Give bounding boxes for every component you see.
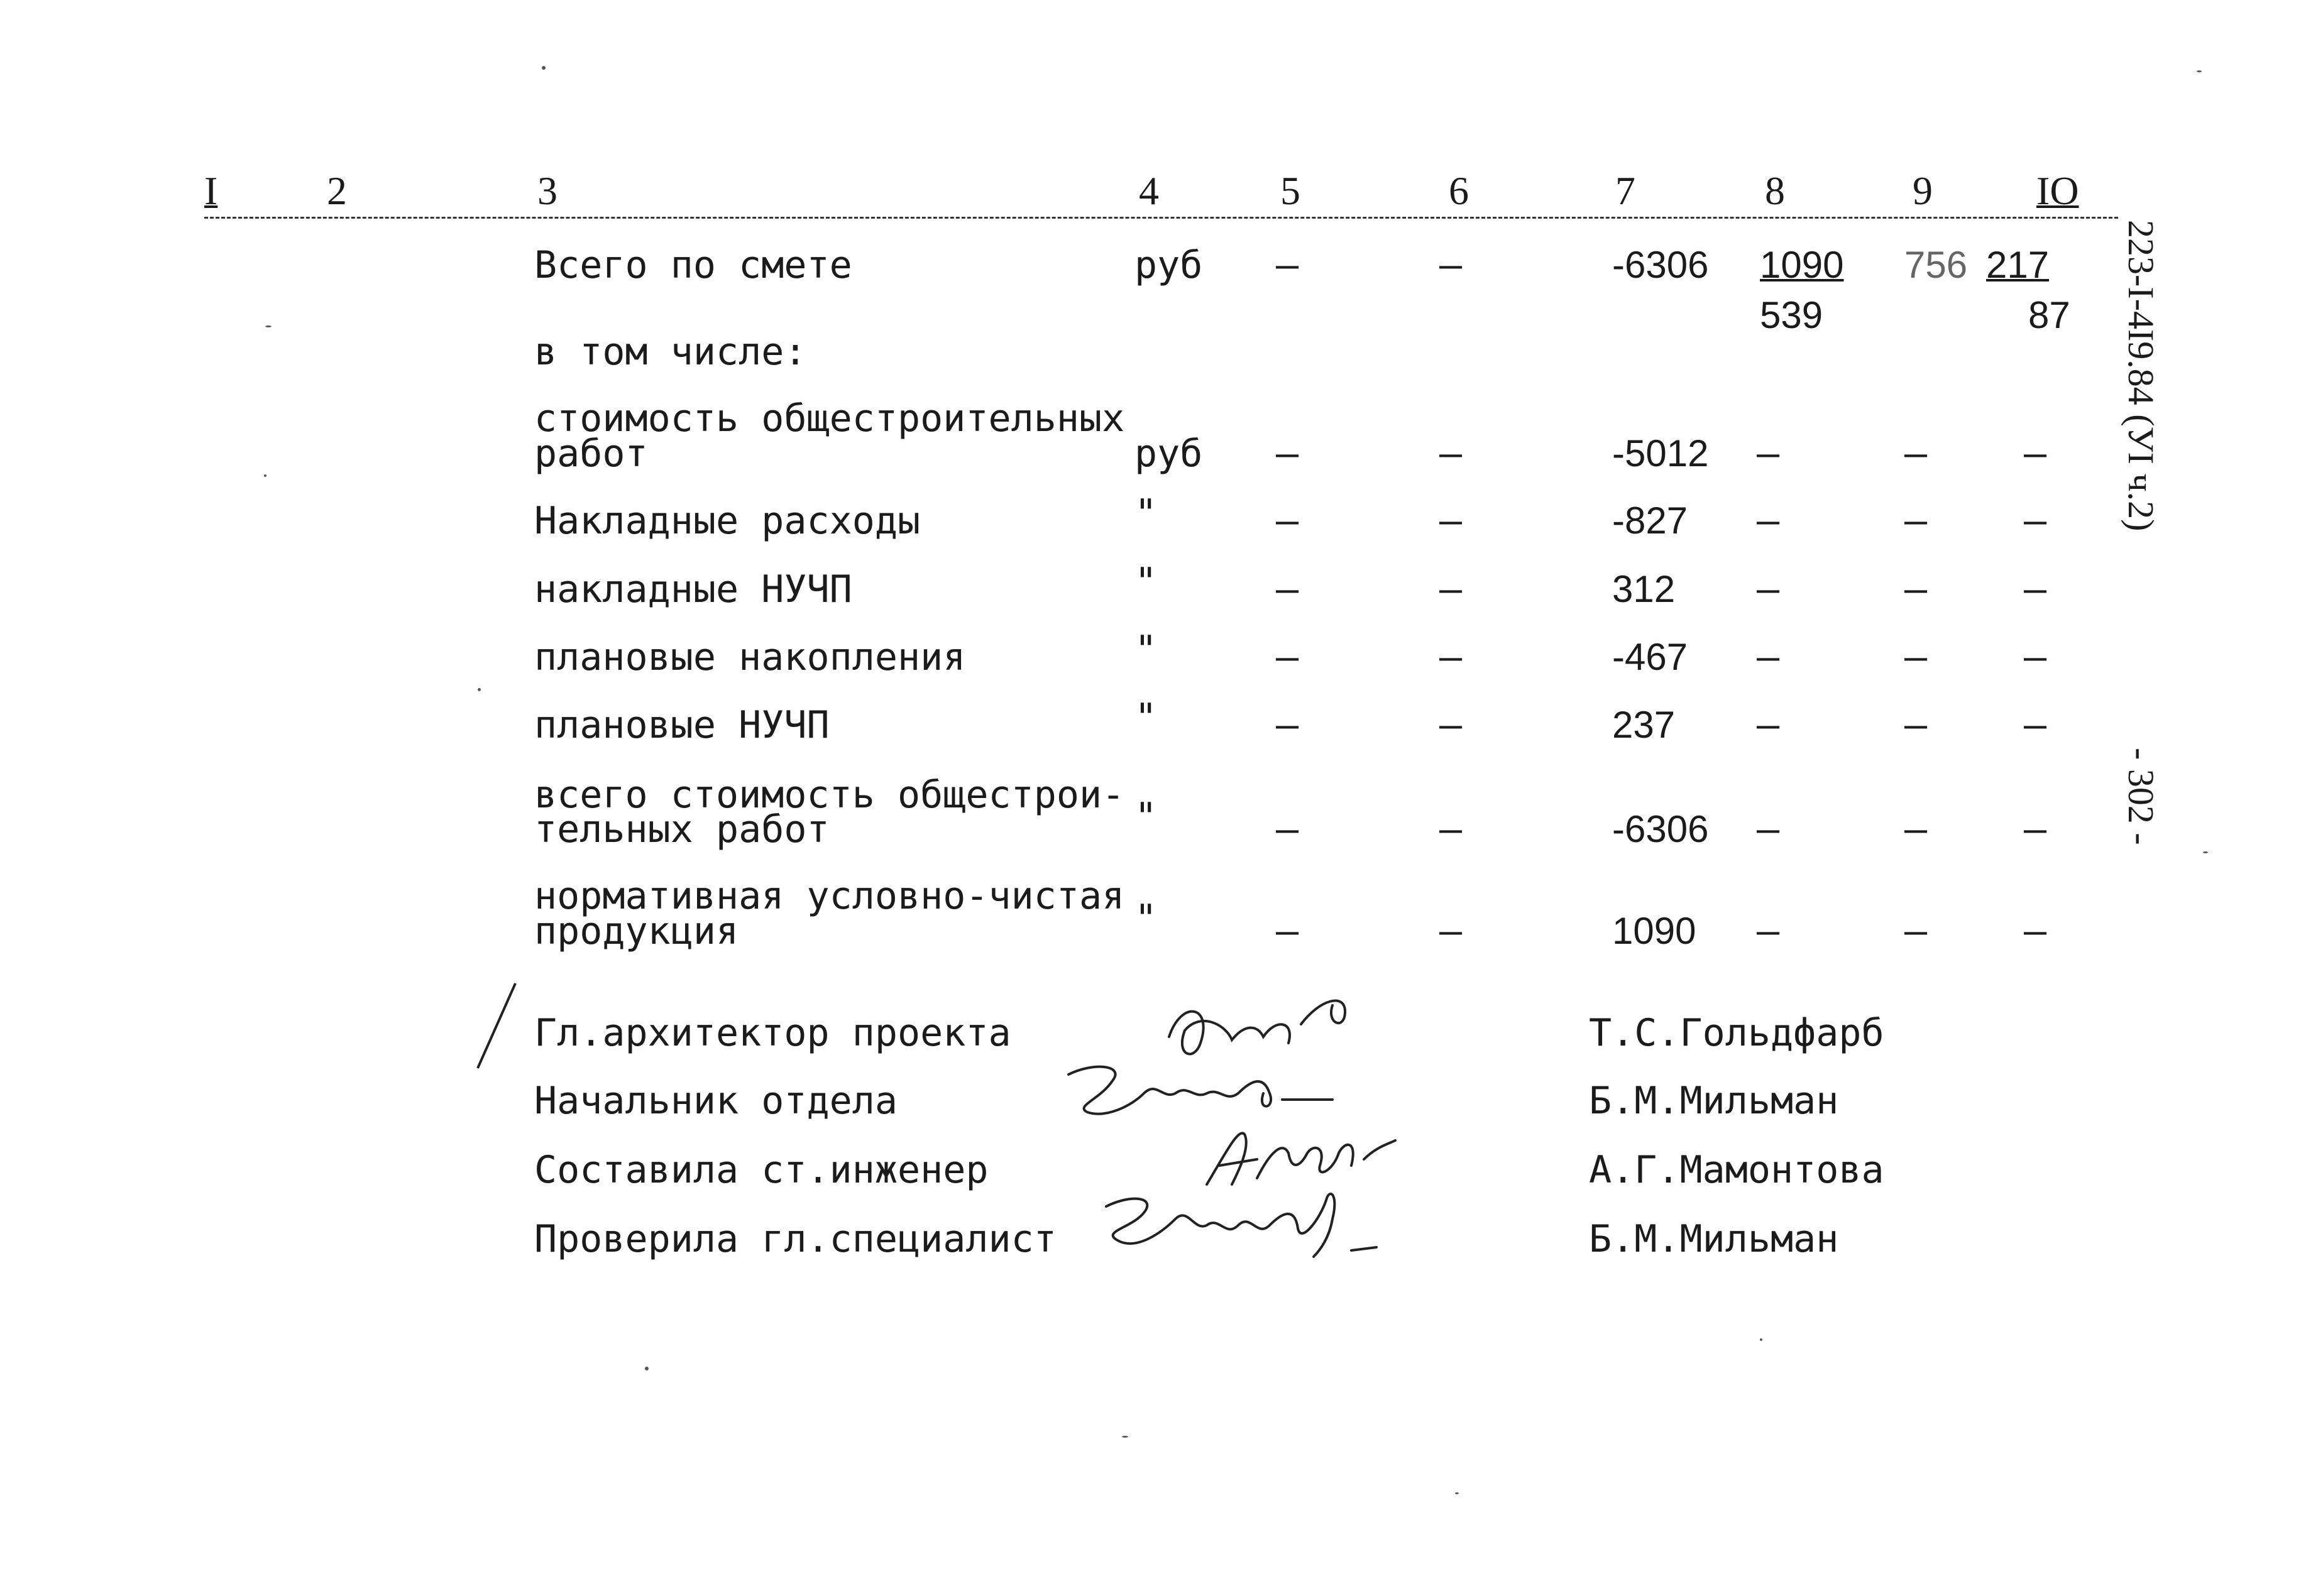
col10-subvalue: 87: [2028, 294, 2070, 336]
col9-value: –: [1904, 635, 1928, 679]
col5-value: –: [1276, 635, 1299, 679]
row-label-line1: нормативная условно-чистая: [534, 874, 1125, 918]
scan-speck: [264, 474, 266, 477]
row-label-line2: продукция: [534, 909, 739, 953]
col9-value: –: [1904, 499, 1928, 543]
row-label: в том числе:: [534, 330, 807, 374]
ditto-mark: ": [1134, 628, 1158, 672]
row-label-line1: всего стоимость общестрои-: [534, 773, 1125, 817]
scan-speck: [1455, 1492, 1459, 1494]
col7-value: -467: [1612, 636, 1688, 678]
col10-value: –: [2024, 635, 2047, 679]
signatory-name: Т.С.Гольдфарб: [1589, 1011, 1884, 1055]
col7-value: 312: [1612, 568, 1676, 610]
col6-value: –: [1439, 499, 1463, 543]
col6-value: –: [1439, 243, 1463, 287]
col6-value: –: [1439, 807, 1463, 851]
col7-value: -6306: [1612, 808, 1709, 850]
col9-value: –: [1904, 567, 1928, 611]
unit: руб: [1134, 432, 1203, 476]
signatory-role: Гл.архитектор проекта: [534, 1011, 1011, 1055]
ditto-mark: ": [1134, 491, 1158, 535]
col8-value: –: [1757, 635, 1780, 679]
row-label-line2: тельных работ: [534, 807, 830, 851]
col-header-8: 8: [1765, 168, 1785, 213]
ditto-mark: ": [1134, 560, 1158, 604]
col5-value: –: [1276, 499, 1299, 543]
col-header-10: IO: [2036, 168, 2079, 213]
col10-value: –: [2024, 432, 2047, 476]
scan-speck: [478, 688, 481, 691]
signatory-role: Проверила гл.специалист: [534, 1217, 1057, 1261]
scan-speck: [2203, 851, 2208, 853]
col6-value: –: [1439, 567, 1463, 611]
col5-value: –: [1276, 703, 1299, 747]
handwritten-signature: [1081, 1181, 1408, 1276]
col7-value: 237: [1612, 704, 1676, 746]
col6-value: –: [1439, 909, 1463, 953]
col-header-7: 7: [1615, 168, 1635, 213]
col8-value: –: [1757, 432, 1780, 476]
col10-value: –: [2024, 909, 2047, 953]
header-rule: [204, 217, 2118, 219]
col6-value: –: [1439, 635, 1463, 679]
unit: руб: [1134, 243, 1203, 287]
col-header-1: I: [204, 168, 218, 213]
col6-value: –: [1439, 703, 1463, 747]
row-label: плановые НУЧП: [534, 703, 830, 747]
scan-speck: [1760, 1338, 1762, 1341]
page-number: - 302 -: [2121, 748, 2161, 845]
col10-value: 217: [1986, 244, 2050, 286]
col5-value: –: [1276, 243, 1299, 287]
col5-value: –: [1276, 909, 1299, 953]
col10-value: –: [2024, 567, 2047, 611]
col9-value: 756: [1904, 244, 1968, 286]
col10-value: –: [2024, 703, 2047, 747]
row-label-line2: работ: [534, 432, 648, 476]
signatory-name: Б.М.Мильман: [1589, 1079, 1839, 1123]
col10-value: –: [2024, 499, 2047, 543]
signatory-name: А.Г.Мамонтова: [1589, 1148, 1884, 1192]
row-label-line1: стоимость общестроительных: [534, 396, 1125, 440]
col8-value: –: [1757, 499, 1780, 543]
ditto-mark: ": [1134, 795, 1158, 839]
row-label: плановые накопления: [534, 635, 966, 679]
row-label: Накладные расходы: [534, 499, 921, 543]
col8-value: –: [1757, 567, 1780, 611]
scan-speck: [645, 1367, 649, 1370]
signatory-role: Составила ст.инженер: [534, 1148, 989, 1192]
col9-value: –: [1904, 807, 1928, 851]
scan-speck: [2197, 70, 2202, 72]
col8-subvalue: 539: [1760, 294, 1823, 336]
col-header-6: 6: [1449, 168, 1469, 213]
col8-value: –: [1757, 703, 1780, 747]
col-header-3: 3: [537, 168, 557, 213]
scan-speck: [1122, 1436, 1128, 1438]
margin-slash-mark: [471, 980, 522, 1074]
ditto-mark: ": [1134, 897, 1158, 941]
row-label: накладные НУЧП: [534, 567, 852, 611]
col5-value: –: [1276, 567, 1299, 611]
col8-value: –: [1757, 807, 1780, 851]
col7-value: -827: [1612, 500, 1688, 542]
ditto-mark: ": [1134, 696, 1158, 740]
col-header-2: 2: [327, 168, 347, 213]
col9-value: –: [1904, 432, 1928, 476]
col-header-4: 4: [1139, 168, 1159, 213]
col7-value: -6306: [1612, 244, 1709, 286]
col6-value: –: [1439, 432, 1463, 476]
col9-value: –: [1904, 703, 1928, 747]
col8-value: –: [1757, 909, 1780, 953]
signatory-role: Начальник отдела: [534, 1079, 898, 1123]
handwritten-signature: [1056, 1049, 1370, 1125]
col-header-5: 5: [1280, 168, 1300, 213]
document-code-label: 223-I-4I9.84 (УI ч.2): [2121, 220, 2161, 532]
col9-value: –: [1904, 909, 1928, 953]
col7-value: -5012: [1612, 432, 1709, 474]
scan-speck: [542, 66, 546, 70]
signatory-name: Б.М.Мильман: [1589, 1217, 1839, 1261]
col5-value: –: [1276, 807, 1299, 851]
col-header-9: 9: [1913, 168, 1933, 213]
col8-value: 1090: [1760, 244, 1844, 286]
scan-speck: [265, 325, 272, 327]
col7-value: 1090: [1612, 910, 1696, 952]
col10-value: –: [2024, 807, 2047, 851]
col5-value: –: [1276, 432, 1299, 476]
row-label: Всего по смете: [534, 243, 852, 287]
